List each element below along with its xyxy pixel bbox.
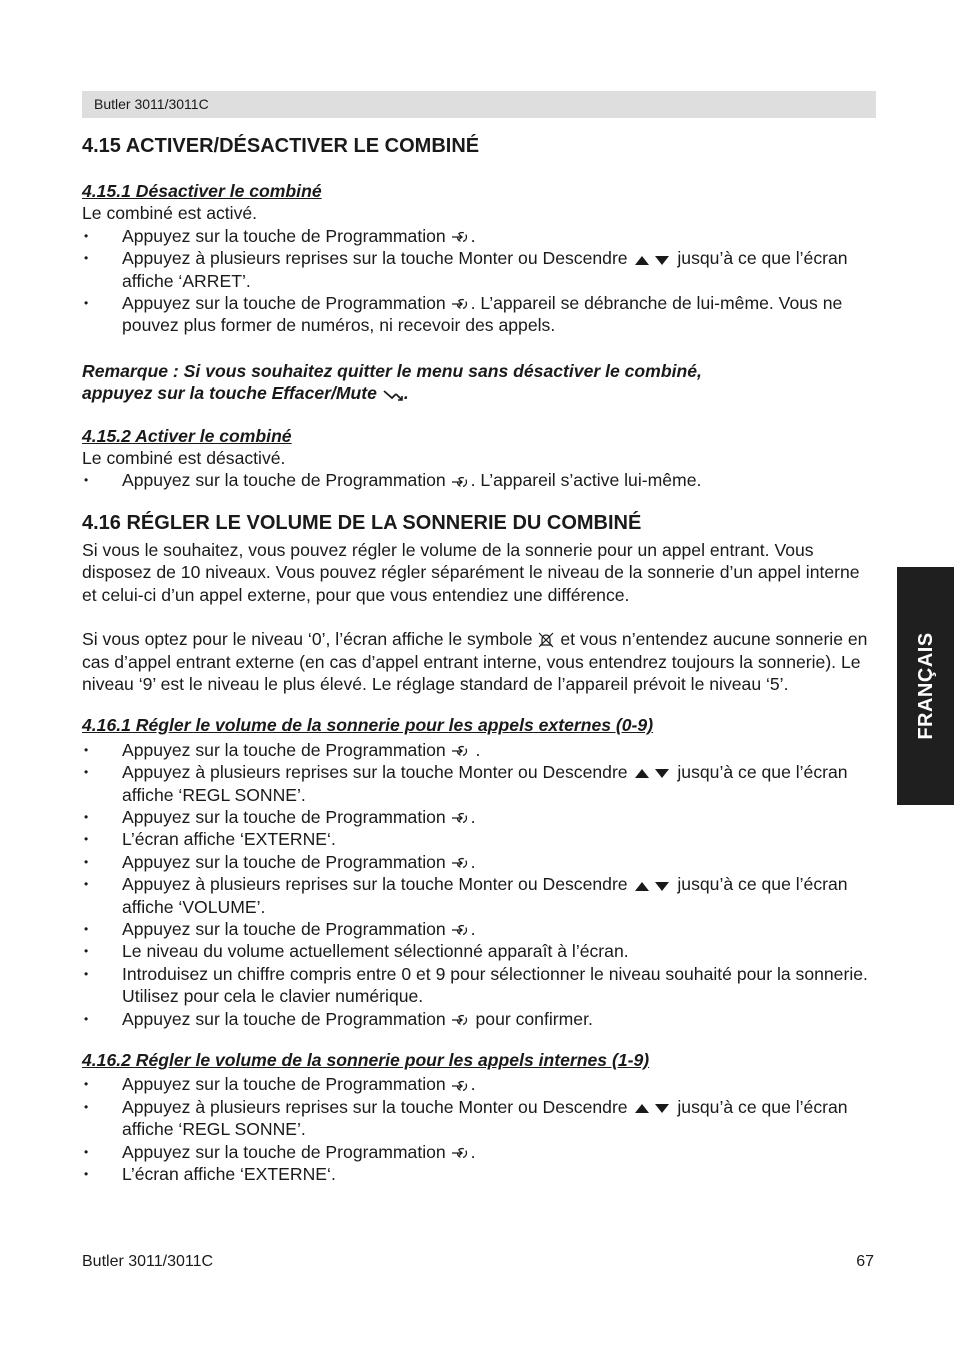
program-key-icon	[451, 744, 471, 758]
list-item: • Appuyez à plusieurs reprises sur la touche Monter ou Descendre jusqu’à ce que l’écran affiche ‘VOLUME’.	[82, 873, 876, 918]
paragraph: Si vous le souhaitez, vous pouvez régler le volume de la sonnerie pour un appel entrant. Vous disposez de 10 niveaux. Vous pouvez régler séparément le niveau de la sonnerie d’un appel interne et celui-ci d’un appel externe, pour que vous entendiez une différence.	[82, 539, 860, 605]
program-key-icon	[451, 811, 471, 825]
list-item: • Introduisez un chiffre compris entre 0 et 9 pour sélectionner le niveau souhaité pour la sonnerie. Utilisez pour cela le clavier numérique.	[82, 963, 876, 1008]
subsection-title-4-16-1: 4.16.1 Régler le volume de la sonnerie pour les appels externes (0-9)	[82, 715, 654, 736]
list-item: • Appuyez sur la touche de Programmation . L’appareil se débranche de lui-même. Vous ne pouvez plus former de numéros, ni recevoir des appels.	[82, 292, 876, 337]
intro-text: Le combiné est désactivé.	[82, 448, 286, 469]
step-list	[82, 1073, 876, 1185]
list-item: • Appuyez sur la touche de Programmation .	[82, 851, 876, 873]
subsection-title-4-16-2: 4.16.2 Régler le volume de la sonnerie pour les appels internes (1-9)	[82, 1050, 650, 1070]
intro-text: Le combiné est activé.	[82, 203, 258, 224]
page-number: 67	[856, 1253, 874, 1270]
list-item: • L’écran affiche ‘EXTERNE‘.	[82, 1163, 876, 1185]
list-item: • Appuyez sur la touche de Programmation .	[82, 225, 876, 247]
list-item: • Appuyez à plusieurs reprises sur la touche Monter ou Descendre jusqu’à ce que l’écran affiche ‘ARRET’.	[82, 247, 876, 292]
footer-model: Butler 3011/3011C	[82, 1253, 214, 1270]
mute-key-icon	[382, 388, 404, 402]
up-down-arrows-icon	[633, 766, 673, 780]
language-tab	[897, 567, 954, 805]
subsection-title-4-15-2: 4.15.2 Activer le combiné	[82, 425, 292, 446]
program-key-icon	[451, 475, 471, 489]
list-item: • L’écran affiche ‘EXTERNE‘.	[82, 828, 876, 850]
program-key-icon	[451, 1079, 471, 1093]
list-item: • Appuyez sur la touche de Programmation .	[82, 1073, 876, 1095]
step-list	[82, 469, 876, 491]
program-key-icon	[451, 297, 471, 311]
up-down-arrows-icon	[633, 879, 673, 893]
step-list	[82, 739, 876, 1030]
program-key-icon	[451, 923, 471, 937]
list-item: • Appuyez sur la touche de Programmation .	[82, 806, 876, 828]
list-item: • Appuyez à plusieurs reprises sur la touche Monter ou Descendre jusqu’à ce que l’écran affiche ‘REGL SONNE’.	[82, 1096, 876, 1141]
ringer-off-icon	[537, 631, 555, 649]
section-title-4-16: 4.16 RÉGLER LE VOLUME DE LA SONNERIE DU COMBINÉ	[82, 511, 642, 534]
program-key-icon	[451, 856, 471, 870]
list-item: • Le niveau du volume actuellement sélectionné apparaît à l’écran.	[82, 940, 876, 962]
program-key-icon	[451, 1146, 471, 1160]
list-item: • Appuyez sur la touche de Programmation pour confirmer.	[82, 1008, 876, 1030]
paragraph: Si vous optez pour le niveau ‘0’, l’écran affiche le symbole et vous n’entendez aucune sonnerie en cas d’appel entrant externe (en cas d’appel entrant interne, vous entendrez toujours la sonnerie). Le niveau ‘9’ est le niveau le plus élevé. Le réglage standard de l’appareil prévoit le niveau ‘5’.	[82, 629, 868, 694]
subsection-title-4-15-1: 4.15.1 Désactiver le combiné	[82, 181, 322, 201]
step-list	[82, 225, 876, 337]
note-line-1: Remarque : Si vous souhaitez quitter le menu sans désactiver le combiné,	[82, 360, 702, 381]
up-down-arrows-icon	[633, 253, 673, 267]
header-title: Butler 3011/3011C	[94, 96, 209, 112]
language-tab-label: FRANÇAIS	[914, 632, 937, 740]
list-item: • Appuyez à plusieurs reprises sur la touche Monter ou Descendre jusqu’à ce que l’écran affiche ‘REGL SONNE’.	[82, 761, 876, 806]
up-down-arrows-icon	[633, 1101, 673, 1115]
note-line-2: appuyez sur la touche Effacer/Mute .	[82, 383, 409, 404]
list-item: • Appuyez sur la touche de Programmation . L’appareil s’active lui-même.	[82, 469, 876, 491]
header-bar	[82, 91, 876, 118]
program-key-icon	[451, 1013, 471, 1027]
page-content	[82, 133, 876, 1185]
section-title-4-15: 4.15 ACTIVER/DÉSACTIVER LE COMBINÉ	[82, 135, 480, 157]
list-item: • Appuyez sur la touche de Programmation .	[82, 1141, 876, 1163]
list-item: • Appuyez sur la touche de Programmation .	[82, 918, 876, 940]
program-key-icon	[451, 230, 471, 244]
list-item: • Appuyez sur la touche de Programmation .	[82, 739, 876, 761]
